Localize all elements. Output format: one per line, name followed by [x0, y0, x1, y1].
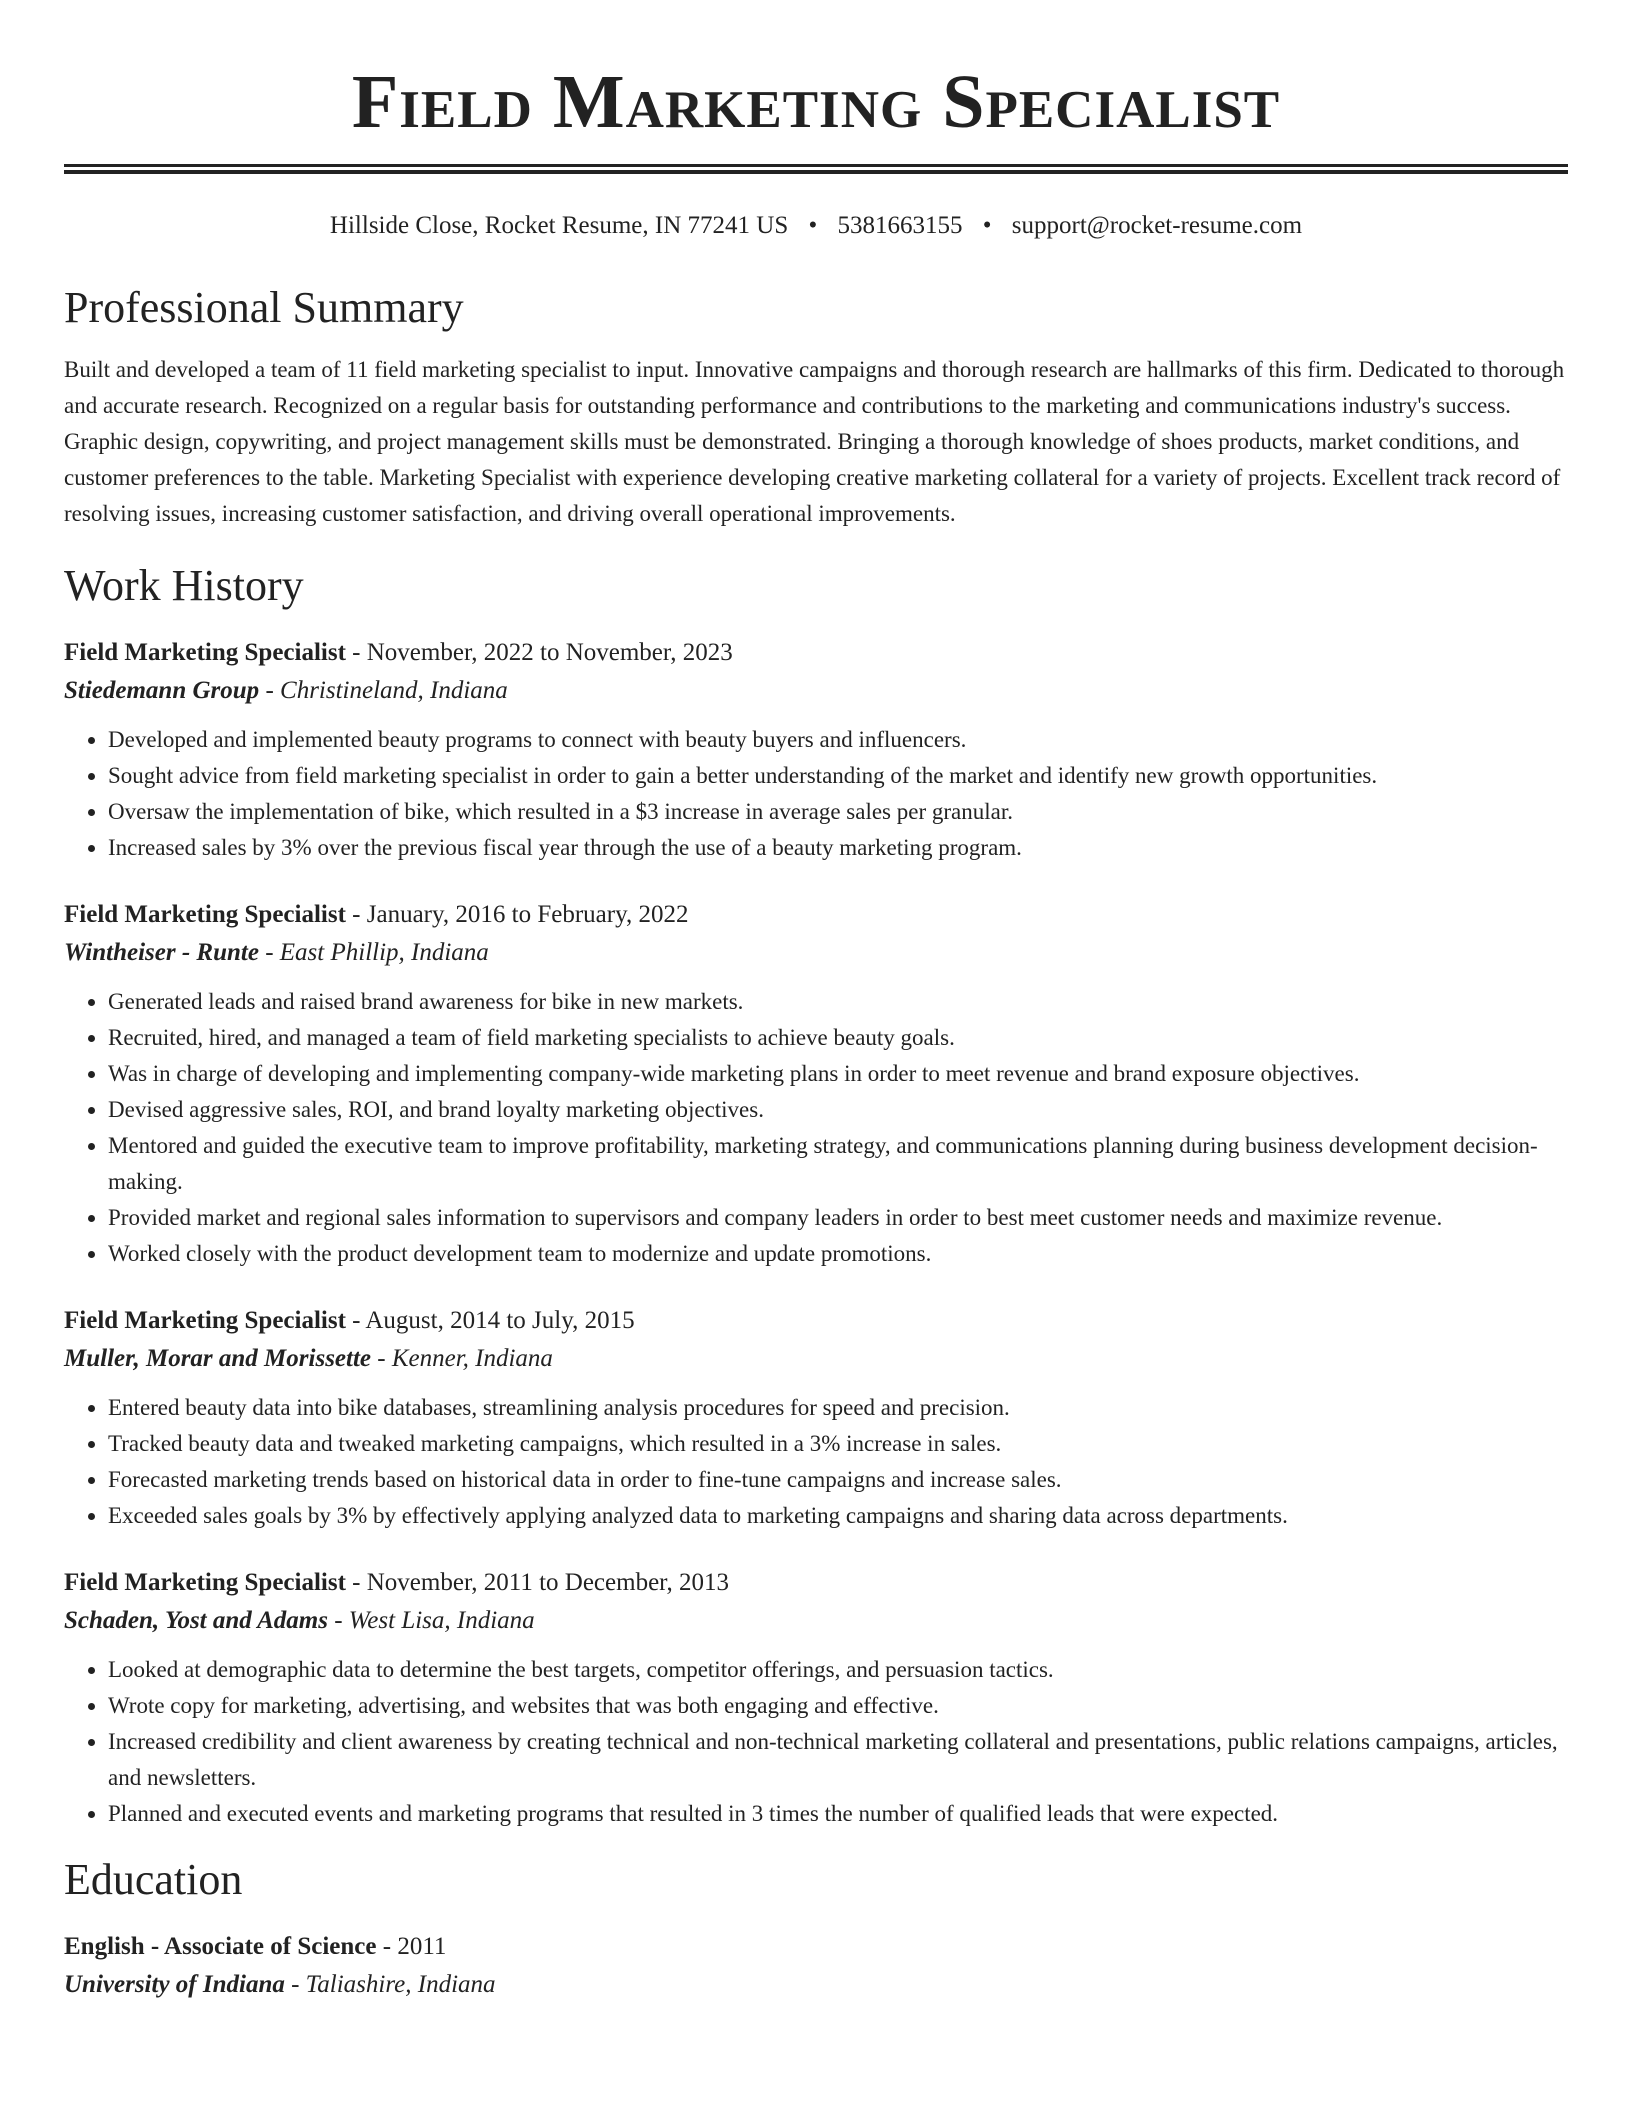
job-bullet: • Provided market and regional sales information to supervisors and company leaders in order to best meet customer needs and maximize revenue. — [108, 1200, 1568, 1236]
job-entry — [64, 896, 1568, 1272]
job-title-line — [64, 1302, 1568, 1340]
job-bullets — [64, 1390, 1568, 1534]
job-bullet: • Mentored and guided the executive team to improve profitability, marketing strategy, and communications planning during business development decision-making. — [108, 1128, 1568, 1200]
job-bullet: • Developed and implemented beauty programs to connect with beauty buyers and influencers. — [108, 722, 1568, 758]
contact-phone: 5381663155 — [837, 212, 963, 239]
job-company: Schaden, Yost and Adams — [64, 1607, 328, 1634]
work-history-list — [64, 634, 1568, 1832]
education-entry — [64, 1928, 1568, 2004]
job-bullet: • Tracked beauty data and tweaked marketing campaigns, which resulted in a 3% increase in sales. — [108, 1426, 1568, 1462]
job-entry — [64, 1302, 1568, 1534]
job-entry — [64, 1564, 1568, 1832]
job-location: - East Phillip, Indiana — [258, 939, 489, 966]
job-bullet: • Sought advice from field marketing specialist in order to gain a better understanding of the market and identify new growth opportunities. — [108, 758, 1568, 794]
resume-name: Field Marketing Specialist — [351, 60, 1281, 144]
header-divider — [64, 164, 1568, 174]
job-dates: - August, 2014 to July, 2015 — [345, 1307, 635, 1334]
job-company-line — [64, 934, 1568, 972]
summary-heading: Professional Summary — [64, 283, 464, 332]
job-bullets — [64, 984, 1568, 1272]
job-bullet: • Looked at demographic data to determine the best targets, competitor offerings, and persuasion tactics. — [108, 1652, 1568, 1688]
job-role: Field Marketing Specialist — [64, 1569, 346, 1596]
job-dates: - November, 2011 to December, 2013 — [345, 1569, 729, 1596]
job-bullet: • Planned and executed events and marketing programs that resulted in 3 times the number of qualified leads that were expected. — [108, 1796, 1568, 1832]
education-location: - Taliashire, Indiana — [284, 1971, 496, 1998]
job-bullet: • Wrote copy for marketing, advertising, and websites that was both engaging and effective. — [108, 1688, 1568, 1724]
education-year: - 2011 — [376, 1933, 447, 1960]
job-bullet: • Increased sales by 3% over the previous fiscal year through the use of a beauty marketing program. — [108, 830, 1568, 866]
job-bullet: • Increased credibility and client awareness by creating technical and non-technical marketing collateral and presentations, public relations campaigns, articles, and newsletters. — [108, 1724, 1568, 1796]
job-dates: - January, 2016 to February, 2022 — [345, 901, 689, 928]
education-school: University of Indiana — [64, 1971, 285, 1998]
contact-email: support@rocket-resume.com — [1011, 212, 1303, 239]
education-school-line — [64, 1966, 1568, 2004]
job-bullet: • Entered beauty data into bike databases, streamlining analysis procedures for speed and precision. — [108, 1390, 1568, 1426]
job-company-line — [64, 1340, 1568, 1378]
contact-separator: • — [982, 212, 992, 239]
job-title-line — [64, 1564, 1568, 1602]
job-bullets — [64, 1652, 1568, 1832]
job-bullet: • Forecasted marketing trends based on historical data in order to fine-tune campaigns and increase sales. — [108, 1462, 1568, 1498]
job-bullet: • Worked closely with the product development team to modernize and update promotions. — [108, 1236, 1568, 1272]
job-role: Field Marketing Specialist — [64, 639, 346, 666]
contact-address: Hillside Close, Rocket Resume, IN 77241 US — [329, 212, 789, 239]
job-bullet: • Generated leads and raised brand awareness for bike in new markets. — [108, 984, 1568, 1020]
job-bullet: • Was in charge of developing and implementing company-wide marketing plans in order to meet revenue and brand exposure objectives. — [108, 1056, 1568, 1092]
job-company-line — [64, 672, 1568, 710]
job-entry — [64, 634, 1568, 866]
job-role: Field Marketing Specialist — [64, 1307, 346, 1334]
job-dates: - November, 2022 to November, 2023 — [345, 639, 733, 666]
contact-line — [64, 210, 1568, 242]
job-company: Muller, Morar and Morissette — [64, 1345, 372, 1372]
job-location: - Christineland, Indiana — [259, 677, 508, 704]
job-bullet: • Oversaw the implementation of bike, which resulted in a $3 increase in average sales per granular. — [108, 794, 1568, 830]
job-bullet: • Exceeded sales goals by 3% by effectively applying analyzed data to marketing campaigns and sharing data across departments. — [108, 1498, 1568, 1534]
job-company: Wintheiser - Runte — [64, 939, 259, 966]
job-location: - West Lisa, Indiana — [327, 1607, 535, 1634]
job-company: Stiedemann Group — [64, 677, 260, 704]
job-bullets — [64, 722, 1568, 866]
job-bullet: • Recruited, hired, and managed a team of field marketing specialists to achieve beauty goals. — [108, 1020, 1568, 1056]
job-location: - Kenner, Indiana — [371, 1345, 553, 1372]
work-history-heading: Work History — [64, 561, 304, 610]
education-degree-line — [64, 1928, 1568, 1966]
job-title-line — [64, 896, 1568, 934]
education-degree: English - Associate of Science — [64, 1933, 377, 1960]
job-role: Field Marketing Specialist — [64, 901, 346, 928]
education-heading: Education — [64, 1855, 243, 1904]
job-title-line — [64, 634, 1568, 672]
job-bullet: • Devised aggressive sales, ROI, and brand loyalty marketing objectives. — [108, 1092, 1568, 1128]
summary-text: Built and developed a team of 11 field marketing specialist to input. Innovative campaigns and thorough research are hallmarks of this firm. Dedicated to thorough and accurate research. Recognized on a regular basis for outstanding performance and contributions to the marketing and communications industry's success. Graphic design, copywriting, and project management skills must be demonstrated. Bringing a thorough knowledge of shoes products, market conditions, and customer preferences to the table. Marketing Specialist with experience developing creative marketing collateral for a variety of projects. Excellent track record of resolving issues, increasing customer satisfaction, and driving overall operational improvements. — [64, 357, 1565, 526]
contact-separator: • — [808, 212, 818, 239]
job-company-line — [64, 1602, 1568, 1640]
